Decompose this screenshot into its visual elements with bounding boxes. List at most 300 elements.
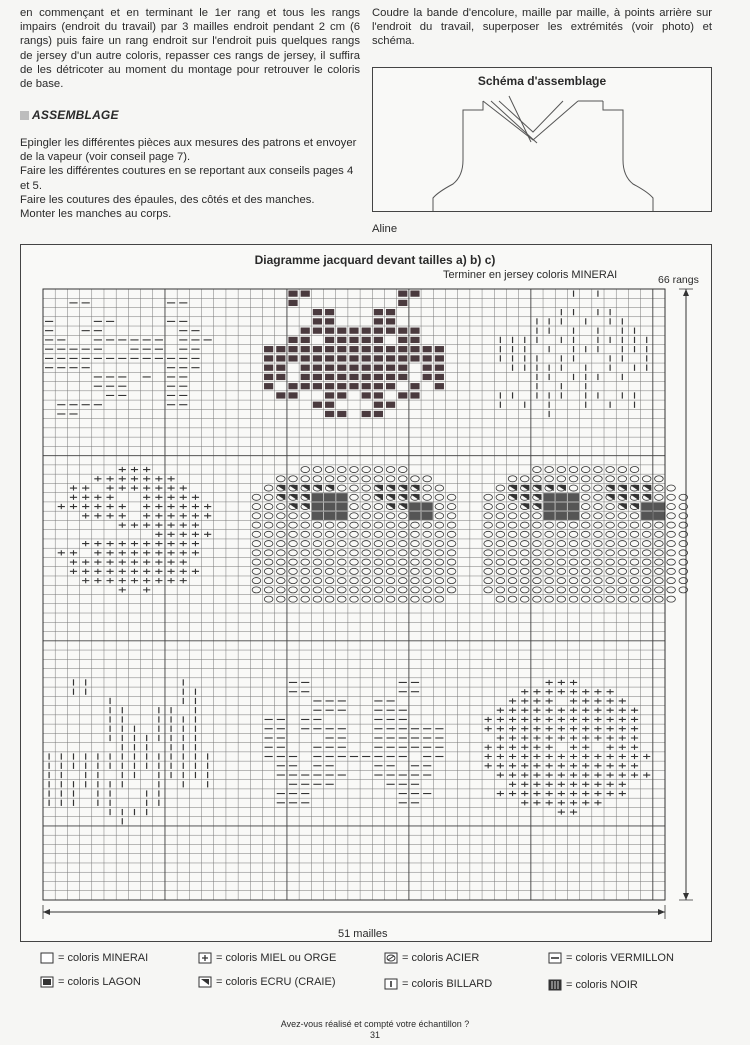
oval-stitch [606,504,615,510]
oval-stitch [277,476,286,482]
dash-square-icon [548,952,562,964]
oval-stitch [423,550,432,556]
oval-stitch [520,513,529,519]
filled-stitch [301,365,310,371]
filled-stitch [288,346,297,352]
plus-stitch [594,726,601,731]
plus-stitch [94,550,101,555]
oval-stitch [338,596,347,602]
oval-stitch [557,596,566,602]
oval-stitch [435,504,444,510]
oval-stitch [301,550,310,556]
filled-stitch [313,402,322,408]
plus-stitch [558,772,565,777]
oval-stitch [533,578,542,584]
plus-stitch [631,726,638,731]
oval-stitch [618,587,627,593]
filled-stitch [325,411,334,417]
plus-stitch [533,745,540,750]
oval-stitch [398,550,407,556]
filled-stitch [337,392,346,398]
filled-stitch [423,355,432,361]
plus-stitch [167,569,174,574]
plus-stitch [594,689,601,694]
filled-stitch [313,318,322,324]
oval-stitch [411,531,420,537]
filled-stitch [398,337,407,343]
oval-stitch [325,476,334,482]
oval-stitch [325,550,334,556]
vlines-stitch [336,493,347,501]
plus-stitch [155,550,162,555]
plus-stitch [94,495,101,500]
oval-stitch [435,522,444,528]
oval-stitch [533,568,542,574]
oval-stitch [642,596,651,602]
plus-stitch [594,754,601,759]
plus-stitch [570,708,577,713]
plus-stitch [582,791,589,796]
oval-stitch [581,587,590,593]
oval-stitch [594,466,603,472]
collar-instructions-text: Coudre la bande d'encolure, maille par maille, à points arrière sur l'endroit du travail, superposer les extrémités (voir photo) et schéma. [372,7,712,48]
plus-stitch [607,708,614,713]
oval-stitch [447,568,456,574]
oval-stitch [618,596,627,602]
oval-stitch [569,587,578,593]
triangle-square-icon [198,976,212,988]
plus-stitch [607,772,614,777]
oval-stitch [594,568,603,574]
plus-stitch [119,522,126,527]
plus-stitch [180,513,187,518]
oval-stitch [386,541,395,547]
plus-stitch [509,735,516,740]
plus-stitch [155,522,162,527]
plus-stitch [546,745,553,750]
oval-stitch [642,559,651,565]
oval-stitch [313,522,322,528]
filled-stitch [313,355,322,361]
oval-stitch [642,531,651,537]
plus-stitch [155,578,162,583]
plus-stitch [570,698,577,703]
oval-stitch [655,596,664,602]
oval-stitch [411,568,420,574]
rows-count-label: 66 rangs [658,274,699,286]
plus-stitch [643,772,650,777]
oval-stitch [569,485,578,491]
plus-stitch [58,504,65,509]
plus-stitch [570,772,577,777]
filled-stitch [410,392,419,398]
oval-stitch [386,522,395,528]
oval-stitch [338,522,347,528]
oval-stitch [350,559,359,565]
filled-stitch [337,328,346,334]
oval-stitch [496,559,505,565]
oval-stitch [338,578,347,584]
filled-stitch [325,328,334,334]
plus-stitch [570,680,577,685]
plus-stitch [582,745,589,750]
filled-stitch [398,365,407,371]
filled-stitch [288,291,297,297]
oval-stitch [398,466,407,472]
oval-stitch [642,550,651,556]
plus-stitch [631,745,638,750]
oval-stitch [252,541,261,547]
oval-stitch [423,578,432,584]
plus-stitch [533,791,540,796]
bar-square-icon [384,978,398,990]
oval-stitch [362,568,371,574]
oval-stitch [484,559,493,565]
plus-stitch [631,735,638,740]
plus-stitch [497,745,504,750]
plus-stitch [167,513,174,518]
oval-stitch [594,504,603,510]
oval-stitch [533,522,542,528]
oval-stitch [447,494,456,500]
oval-stitch [484,513,493,519]
filled-stitch [325,346,334,352]
oval-stitch [423,476,432,482]
plus-stitch [485,763,492,768]
filled-stitch [337,365,346,371]
vlines-stitch [409,512,420,520]
oval-stitch [447,550,456,556]
pattern-instructions-text: en commençant et en terminant le 1er rang et tous les rangs impairs (endroit du travail) par 3 mailles endroit pendant 2 cm (6 rangs) puis faire un rang endroit sur l'endroit puis quelques rangs de jersey d'un autre coloris, repasser ces rangs de jersey, il suffira de les détricoter au moment du montage pour retrouver le coloris de base. [20,7,360,91]
plus-stitch [594,717,601,722]
plus-stitch [131,541,138,546]
oval-stitch [545,541,554,547]
plus-stitch [119,467,126,472]
oval-stitch [557,559,566,565]
vlines-stitch [422,502,433,510]
oval-stitch [496,522,505,528]
oval-stitch [520,476,529,482]
oval-stitch [447,559,456,565]
filled-stitch [435,383,444,389]
plus-stitch [631,754,638,759]
oval-stitch [289,587,298,593]
plus-stitch [521,772,528,777]
plus-stitch [180,578,187,583]
plus-stitch [106,559,113,564]
page-number: 31 [369,1030,380,1040]
filled-stitch [374,411,383,417]
oval-stitch [252,568,261,574]
plus-stitch [570,809,577,814]
oval-stitch [338,541,347,547]
oval-stitch [606,578,615,584]
filled-stitch [264,346,273,352]
plus-stitch [143,485,150,490]
plus-stitch [167,578,174,583]
plus-stitch [509,754,516,759]
oval-stitch [350,513,359,519]
oval-stitch [484,568,493,574]
oval-stitch [398,476,407,482]
oval-stitch [642,476,651,482]
oval-stitch [533,550,542,556]
plus-stitch [204,532,211,537]
plus-stitch [106,569,113,574]
oval-stitch [374,587,383,593]
plus-stitch [521,708,528,713]
oval-stitch [423,568,432,574]
oval-stitch [264,587,273,593]
plus-stitch [582,698,589,703]
oval-stitch [496,504,505,510]
oval-stitch [447,522,456,528]
plus-stitch [619,791,626,796]
oval-stitch [362,541,371,547]
vlines-stitch [556,502,567,510]
oval-stitch [374,578,383,584]
plus-stitch [582,689,589,694]
oval-stitch [313,531,322,537]
oval-stitch [508,578,517,584]
oval-stitch [667,587,676,593]
oval-stitch [618,476,627,482]
plus-stitch [119,541,126,546]
plus-stitch [119,569,126,574]
oval-stitch [606,587,615,593]
plus-stitch [521,745,528,750]
oval-stitch [606,541,615,547]
vlines-stitch [422,512,433,520]
plus-stitch [558,717,565,722]
plus-stitch [558,791,565,796]
plus-stitch [192,513,199,518]
oval-stitch [520,531,529,537]
plus-stitch [521,689,528,694]
oval-stitch [362,466,371,472]
plus-stitch [509,726,516,731]
oval-stitch [569,541,578,547]
assembly-line: Monter les manches au corps. [20,208,172,221]
plus-stitch [533,735,540,740]
oval-stitch [362,485,371,491]
plus-stitch [485,717,492,722]
oval-stitch [508,587,517,593]
plus-stitch [558,754,565,759]
oval-stitch [386,596,395,602]
oval-stitch [508,522,517,528]
plus-stitch [594,708,601,713]
legend-label: = coloris ACIER [402,952,480,964]
filled-stitch [374,355,383,361]
plus-stitch [94,569,101,574]
plus-stitch [619,735,626,740]
plus-stitch [143,504,150,509]
plus-stitch [509,763,516,768]
vlines-stitch [653,512,664,520]
oval-stitch [386,578,395,584]
oval-stitch [484,587,493,593]
oval-stitch [362,476,371,482]
filled-stitch [325,383,334,389]
filled-stitch [374,309,383,315]
plus-stitch [167,495,174,500]
oval-stitch [630,531,639,537]
legend-label: = coloris NOIR [566,979,638,991]
oval-stitch [252,587,261,593]
vlines-stitch [312,502,323,510]
oval-stitch [581,596,590,602]
plus-stitch [558,680,565,685]
oval-stitch [581,550,590,556]
plus-stitch [192,541,199,546]
plus-stitch [82,569,89,574]
oval-stitch [520,596,529,602]
oval-stitch [411,559,420,565]
oval-stitch [667,578,676,584]
oval-stitch [667,485,676,491]
oval-stitch [252,513,261,519]
plus-stitch [94,578,101,583]
oval-stitch [301,559,310,565]
oval-stitch [508,513,517,519]
plus-stitch [558,782,565,787]
filled-stitch [398,291,407,297]
filled-stitch [325,318,334,324]
oval-stitch [386,587,395,593]
plus-stitch [106,578,113,583]
filled-stitch [386,402,395,408]
oval-stitch [655,587,664,593]
filled-stitch [423,346,432,352]
filled-stitch [325,365,334,371]
oval-stitch [569,568,578,574]
oval-stitch [301,466,310,472]
oval-stitch [606,513,615,519]
oval-stitch [667,494,676,500]
filled-stitch [435,346,444,352]
oval-stitch [557,466,566,472]
plus-stitch [619,763,626,768]
oval-stitch [350,531,359,537]
oval-stitch [630,559,639,565]
plus-stitch [509,698,516,703]
legend-item-minerai [40,952,148,964]
oval-stitch [508,550,517,556]
plus-stitch [143,522,150,527]
oval-stitch [630,587,639,593]
plus-stitch [155,532,162,537]
legend-label: = coloris ECRU (CRAIE) [216,976,336,988]
filled-stitch [288,383,297,389]
plus-stitch [521,791,528,796]
oval-stitch [325,531,334,537]
oval-stitch [313,476,322,482]
oval-stitch [569,578,578,584]
filled-stitch [325,374,334,380]
oval-stitch [594,522,603,528]
filled-stitch [362,392,371,398]
vlines-stitch [641,502,652,510]
oval-stitch [630,550,639,556]
oval-stitch [289,578,298,584]
oval-stitch [338,587,347,593]
oval-stitch [569,466,578,472]
legend-item-lagon [40,976,141,988]
oval-stitch [386,550,395,556]
plus-stitch [131,569,138,574]
plus-stitch [594,800,601,805]
oval-stitch [423,596,432,602]
oval-stitch [655,578,664,584]
oval-stitch [301,568,310,574]
plus-stitch [533,717,540,722]
oval-stitch [423,541,432,547]
filled-stitch [276,355,285,361]
plus-stitch [607,791,614,796]
plus-stitch [143,467,150,472]
oval-stitch [569,559,578,565]
oval-stitch [423,587,432,593]
oval-stitch [655,568,664,574]
plus-stitch [619,726,626,731]
plus-stitch [106,541,113,546]
filled-stitch [386,318,395,324]
oval-stitch [606,476,615,482]
section-heading-text: ASSEMBLAGE [32,108,119,122]
plus-stitch [180,504,187,509]
filled-stitch [410,328,419,334]
oval-stitch [301,587,310,593]
oval-stitch [618,466,627,472]
oval-stitch [557,587,566,593]
plus-stitch [131,467,138,472]
oval-stitch [386,531,395,537]
oval-stitch [594,559,603,565]
filled-stitch [386,309,395,315]
legend-item-ecru [198,976,336,988]
filled-stitch [276,392,285,398]
oval-stitch [362,578,371,584]
oval-stitch [667,504,676,510]
filled-stitch [386,328,395,334]
oval-stitch [313,578,322,584]
oval-stitch [630,568,639,574]
oval-stitch [374,476,383,482]
oval-stitch [496,568,505,574]
oval-stitch [411,578,420,584]
oval-stitch [264,513,273,519]
plus-stitch [143,476,150,481]
oval-stitch [594,578,603,584]
oval-stitch [667,568,676,574]
oval-stitch [386,559,395,565]
filled-stitch [374,374,383,380]
vlines-stitch [568,512,579,520]
footer-question: Avez-vous réalisé et compté votre échantillon ? [280,1019,470,1029]
oval-stitch [594,485,603,491]
oval-stitch [484,531,493,537]
filled-stitch [398,346,407,352]
oval-stitch [362,559,371,565]
plus-stitch [143,578,150,583]
oval-stitch [667,541,676,547]
oval-stitch [630,596,639,602]
plus-stitch [155,495,162,500]
plus-stitch [155,485,162,490]
oval-stitch [350,466,359,472]
plus-stitch [119,587,126,592]
